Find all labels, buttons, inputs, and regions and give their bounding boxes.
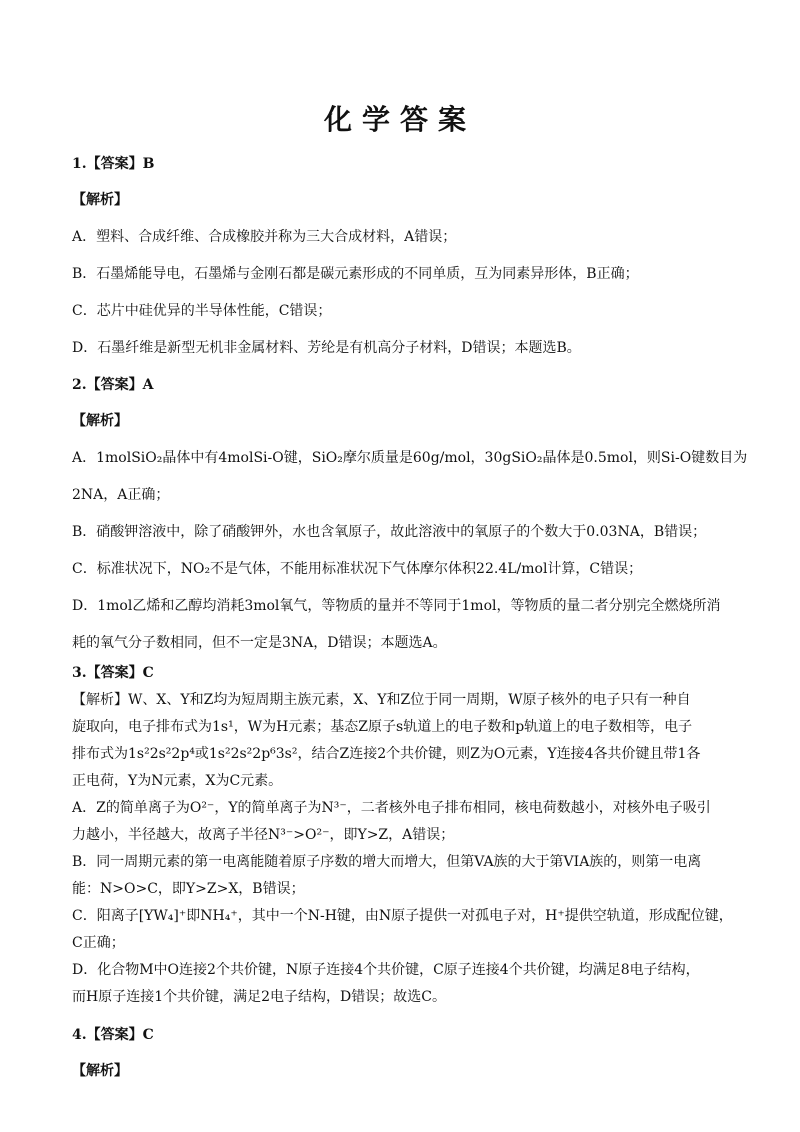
q1-option-d: D．石墨纤维是新型无机非金属材料、芳纶是有机高分子材料，D错误；本题选B。 <box>72 340 581 356</box>
page-title: 化学答案 <box>323 103 476 136</box>
q1-option-b: B．石墨烯能导电，石墨烯与金刚石都是碳元素形成的不同单质，互为同素异形体，B正确； <box>72 266 639 282</box>
q2-option-b: B．硝酸钾溶液中，除了硝酸钾外，水也含氧原子，故此溶液中的氧原子的个数大于0.03NA，B错误； <box>72 524 707 540</box>
q2-option-a-line1: A．1molSiO₂晶体中有4molSi-O键，SiO₂摩尔质量是60g/mol，30gSiO₂晶体是0.5mol，则Si-O键数目为 <box>72 450 748 466</box>
q3-option-c-line2: C正确； <box>72 935 125 951</box>
q4-answer: 4.【答案】C <box>72 1027 154 1043</box>
q1-answer: 1.【答案】B <box>72 156 155 172</box>
q1-option-c: C．芯片中硅优异的半导体性能，C错误； <box>72 303 332 319</box>
q3-analysis-line4: 正电荷，Y为N元素，X为C元素。 <box>72 773 283 789</box>
q1-analysis-heading: 【解析】 <box>72 192 128 208</box>
q2-answer: 2.【答案】A <box>72 377 154 393</box>
q3-option-a-line2: 力越小，半径越大，故离子半径N³⁻>O²⁻，即Y>Z，A错误； <box>72 827 455 843</box>
q3-option-b-line1: B．同一周期元素的第一电离能随着原子序数的增大而增大，但第VA族的大于第VIA族的，则第一电离 <box>72 854 702 870</box>
q3-analysis-line2: 旋取向，电子排布式为1s¹，W为H元素；基态Z原子s轨道上的电子数和p轨道上的电子数相等，电子 <box>72 719 693 735</box>
q2-analysis-heading: 【解析】 <box>72 413 128 429</box>
q3-option-a-line1: A．Z的简单离子为O²⁻，Y的简单离子为N³⁻，二者核外电子排布相同，核电荷数越小，对核外电子吸引 <box>72 800 711 816</box>
q3-option-d-line2: 而H原子连接1个共价键，满足2电子结构，D错误；故选C。 <box>72 989 446 1005</box>
q3-option-c-line1: C．阳离子[YW₄]⁺即NH₄⁺，其中一个N-H键，由N原子提供一对孤电子对，H⁺提供空轨道，形成配位键， <box>72 908 733 924</box>
q4-analysis-heading: 【解析】 <box>72 1063 128 1079</box>
q3-analysis-line1: 【解析】W、X、Y和Z均为短周期主族元素，X、Y和Z位于同一周期，W原子核外的电子只有一种自 <box>72 692 691 708</box>
q1-option-a: A．塑料、合成纤维、合成橡胶并称为三大合成材料，A错误； <box>72 229 457 245</box>
q3-analysis-line3: 排布式为1s²2s²2p⁴或1s²2s²2p⁶3s²，结合Z连接2个共价键，则Z为O元素，Y连接4各共价键且带1各 <box>72 746 701 762</box>
q2-option-d-line2: 耗的氧气分子数相同，但不一定是3NA，D错误；本题选A。 <box>72 635 447 651</box>
q2-option-c: C．标准状况下，NO₂不是气体，不能用标准状况下气体摩尔体积22.4L/mol计算，C错误； <box>72 561 643 577</box>
q3-option-b-line2: 能：N>O>C，即Y>Z>X，B错误； <box>72 881 305 897</box>
q2-option-d-line1: D．1mol乙烯和乙醇均消耗3mol氧气，等物质的量并不等同于1mol，等物质的量二者分别完全燃烧所消 <box>72 598 721 614</box>
q3-answer: 3.【答案】C <box>72 665 154 681</box>
q3-option-d-line1: D．化合物M中O连接2个共价键，N原子连接4个共价键，C原子连接4个共价键，均满足8电子结构， <box>72 962 700 978</box>
q2-option-a-line2: 2NA，A正确； <box>72 487 170 503</box>
